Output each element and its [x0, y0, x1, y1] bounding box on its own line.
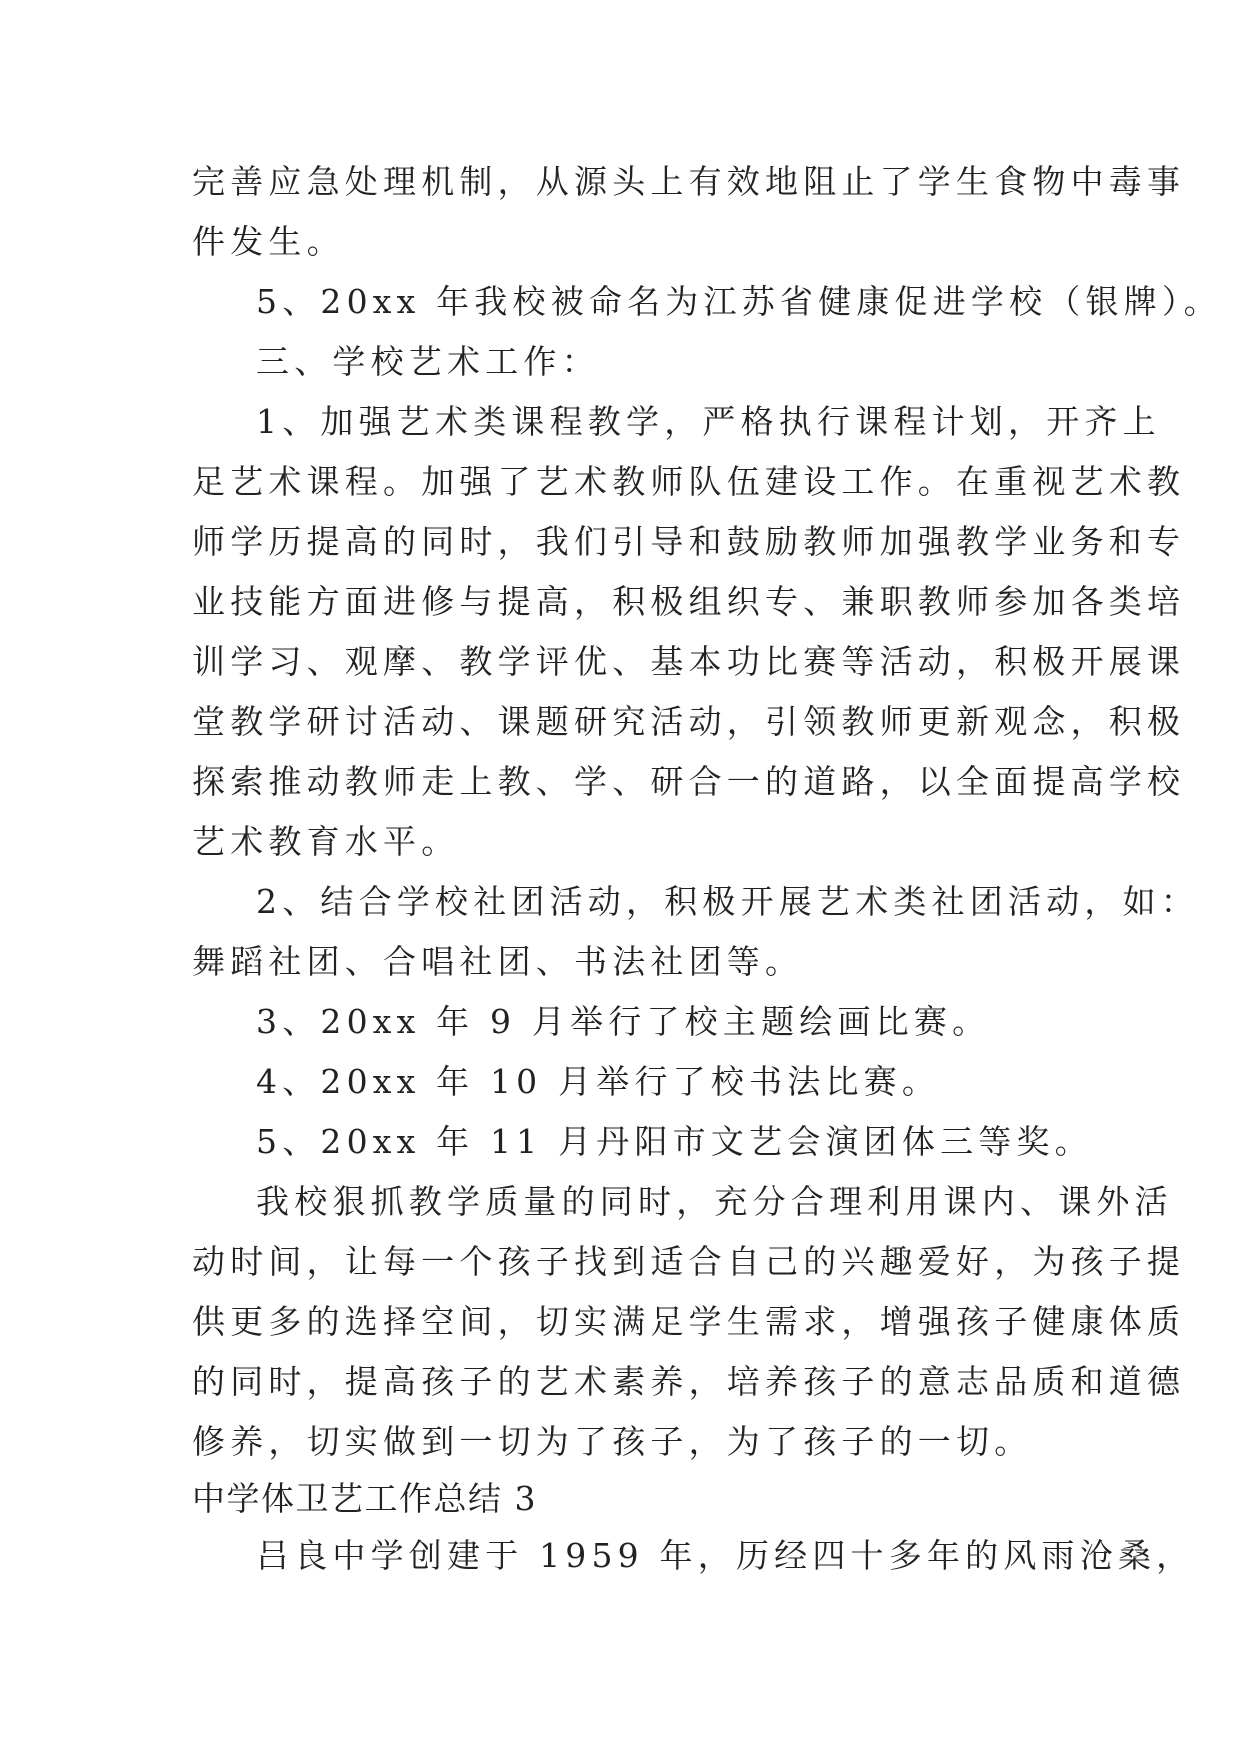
text-line: 艺术教育水平。: [192, 822, 460, 861]
text-line: 探索推动教师走上教、学、研合一的道路，以全面提高学校: [192, 762, 1186, 801]
text-line: 件发生。: [192, 222, 345, 261]
text-line: 动时间，让每一个孩子找到适合自己的兴趣爱好，为孩子提: [192, 1242, 1186, 1281]
text-line: 足艺术课程。加强了艺术教师队伍建设工作。在重视艺术教: [192, 462, 1186, 501]
text-line: 我校狠抓教学质量的同时，充分合理利用课内、课外活: [256, 1182, 1173, 1221]
text-line: 业技能方面进修与提高，积极组织专、兼职教师参加各类培: [192, 582, 1186, 621]
document-subtitle: 中学体卫艺工作总结 3: [192, 1479, 537, 1518]
section-heading: 三、学校艺术工作：: [256, 342, 600, 381]
text-line: 师学历提高的同时，我们引导和鼓励教师加强教学业务和专: [192, 522, 1186, 561]
text-line: 3、20xx 年 9 月举行了校主题绘画比赛。: [256, 1002, 991, 1041]
text-line: 堂教学研讨活动、课题研究活动，引领教师更新观念，积极: [192, 702, 1186, 741]
text-line: 1、加强艺术类课程教学，严格执行课程计划，开齐上: [256, 402, 1161, 441]
text-line: 供更多的选择空间，切实满足学生需求，增强孩子健康体质: [192, 1302, 1186, 1341]
text-line: 吕良中学创建于 1959 年，历经四十多年的风雨沧桑，: [256, 1536, 1195, 1575]
text-line: 2、结合学校社团活动，积极开展艺术类社团活动，如：: [256, 882, 1199, 921]
text-line: 完善应急处理机制，从源头上有效地阻止了学生食物中毒事: [192, 162, 1186, 201]
text-line: 的同时，提高孩子的艺术素养，培养孩子的意志品质和道德: [192, 1362, 1186, 1401]
text-line: 修养，切实做到一切为了孩子，为了孩子的一切。: [192, 1422, 1033, 1461]
text-line: 5、20xx 年 11 月丹阳市文艺会演团体三等奖。: [256, 1122, 1093, 1161]
text-line: 4、20xx 年 10 月举行了校书法比赛。: [256, 1062, 941, 1101]
text-line: 训学习、观摩、教学评优、基本功比赛等活动，积极开展课: [192, 642, 1186, 681]
text-line: 舞蹈社团、合唱社团、书法社团等。: [192, 942, 804, 981]
text-line: 5、20xx 年我校被命名为江苏省健康促进学校（银牌）。: [256, 282, 1222, 321]
